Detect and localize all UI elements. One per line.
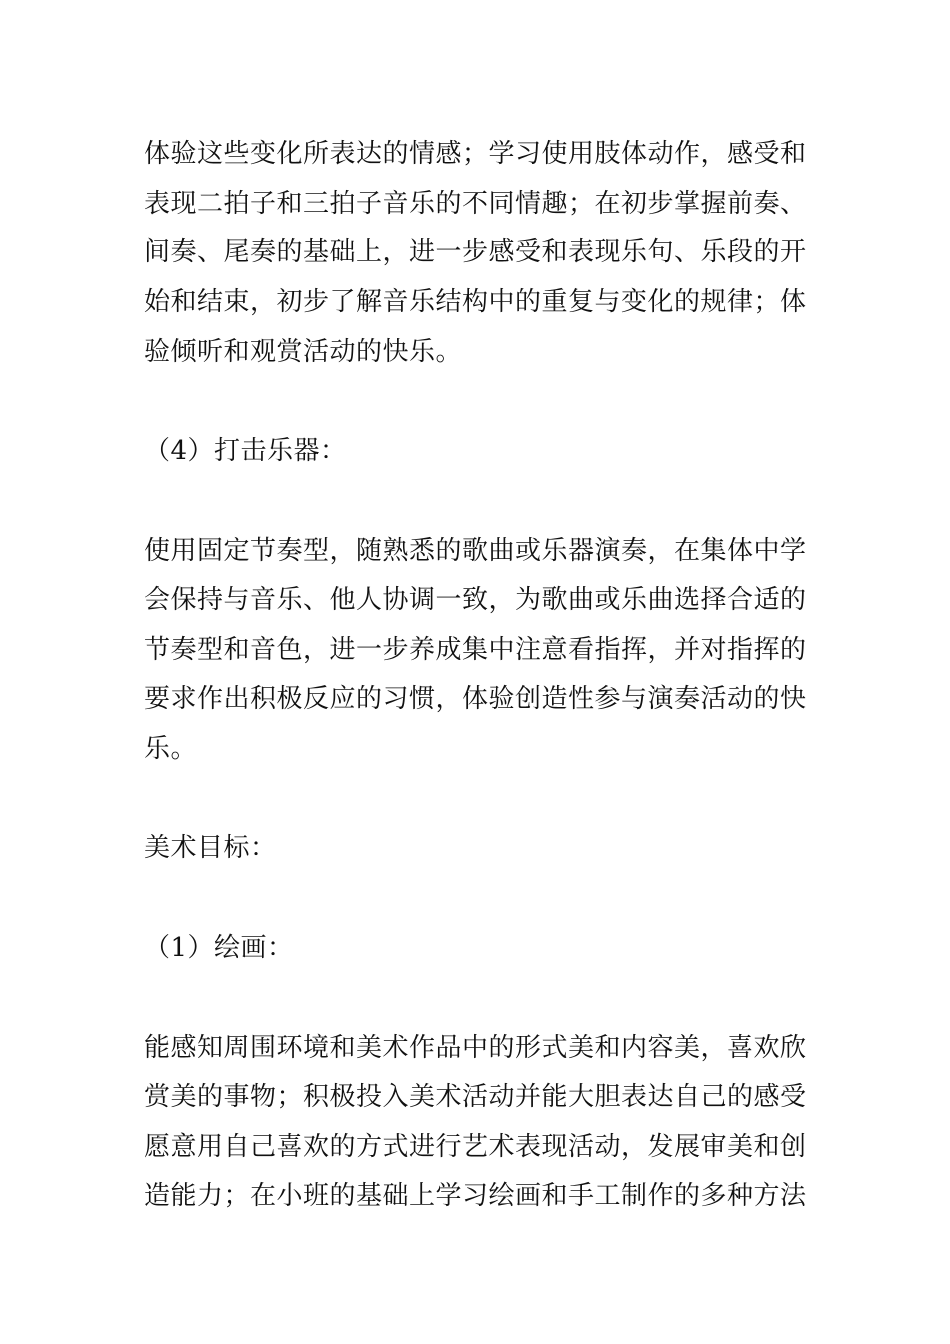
paragraph-2-line-4: 要求作出积极反应的习惯，体验创造性参与演奏活动的快 [144, 684, 807, 714]
heading-percussion: （4）打击乐器： [144, 436, 347, 466]
paragraph-1-line-5: 验倾听和观赏活动的快乐。 [144, 337, 463, 367]
paragraph-1-line-1: 体验这些变化所表达的情感；学习使用肢体动作，感受和 [144, 139, 807, 169]
paragraph-1-line-3: 间奏、尾奏的基础上，进一步感受和表现乐句、乐段的开 [144, 237, 807, 267]
paragraph-2-line-5: 乐。 [144, 734, 198, 764]
heading-painting: （1）绘画： [144, 933, 294, 963]
paragraph-2-line-3: 节奏型和音色，进一步养成集中注意看指挥，并对指挥的 [144, 635, 807, 665]
paragraph-3-line-2: 赏美的事物；积极投入美术活动并能大胆表达自己的感受 [144, 1082, 807, 1112]
heading-art-goals: 美术目标： [144, 833, 277, 863]
paragraph-2-line-1: 使用固定节奏型，随熟悉的歌曲或乐器演奏，在集体中学 [144, 536, 807, 566]
paragraph-1-line-4: 始和结束，初步了解音乐结构中的重复与变化的规律；体 [144, 287, 807, 317]
paragraph-3-line-4: 造能力；在小班的基础上学习绘画和手工制作的多种方法 [144, 1181, 807, 1211]
paragraph-1-line-2: 表现二拍子和三拍子音乐的不同情趣；在初步掌握前奏、 [144, 189, 807, 219]
paragraph-3-line-3: 愿意用自己喜欢的方式进行艺术表现活动，发展审美和创 [144, 1132, 807, 1162]
paragraph-2-line-2: 会保持与音乐、他人协调一致，为歌曲或乐曲选择合适的 [144, 585, 807, 615]
paragraph-3-line-1: 能感知周围环境和美术作品中的形式美和内容美，喜欢欣 [144, 1033, 807, 1063]
